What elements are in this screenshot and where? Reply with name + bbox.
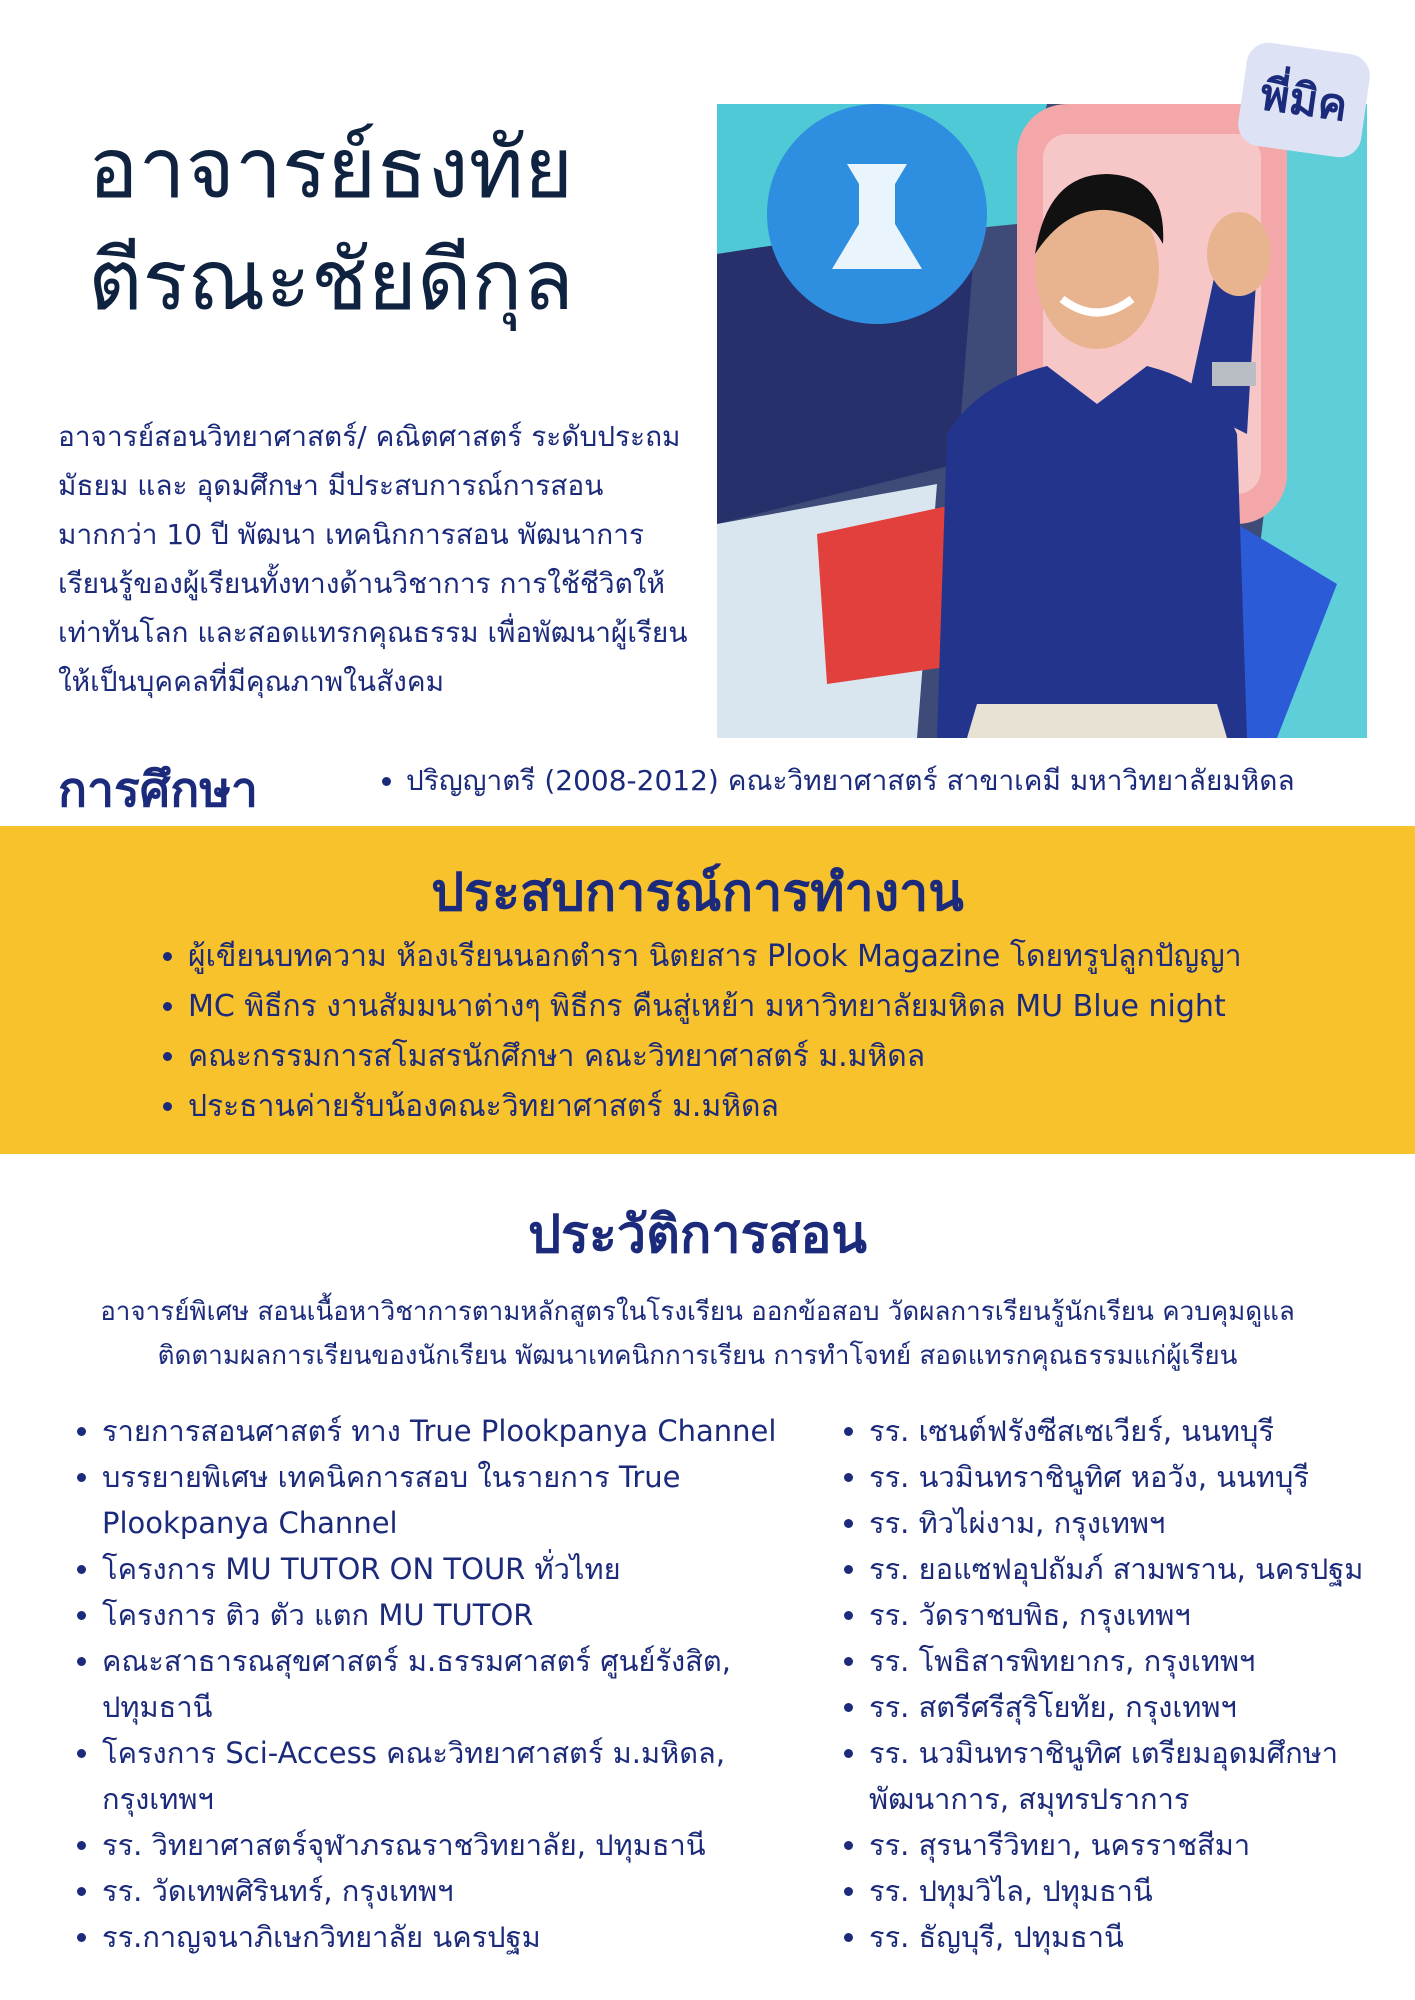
nickname-text: พี่มิค xyxy=(1257,69,1351,132)
intro-paragraph: อาจารย์สอนวิทยาศาสตร์/ คณิตศาสตร์ ระดับประถม มัธยม และ อุดมศึกษา มีประสบการณ์การสอนมากกว่า 10 ปี พัฒนา เทคนิกการสอน พัฒนาการเรียนรู้ของผู้เรียนทั้งทางด้านวิชาการ การใช้ชีวิตให้เท่าทันโลก และสอดแทรกคุณธรรม เพื่อพัฒนาผู้เรียนให้เป็นบุคคลที่มีคุณภาพในสังคม xyxy=(58,420,688,698)
education-item: • ปริญญาตรี (2008-2012) คณะวิทยาศาสตร์ สาขาเคมี มหาวิทยาลัยมหิดล xyxy=(406,761,1295,801)
education-heading: การศึกษา xyxy=(58,762,258,818)
teaching-item: • รร. วัดเทพศิรินทร์, กรุงเทพฯ xyxy=(102,1868,822,1914)
work-item: • คณะกรรมการสโมสรนักศึกษา คณะวิทยาศาสตร์ ม.มหิดล xyxy=(188,1032,1242,1082)
teaching-item: • รร.กาญจนาภิเษกวิทยาลัย นครปฐม xyxy=(102,1914,822,1960)
teaching-list-right xyxy=(833,1408,1415,1960)
teaching-item: • รร. เซนต์ฟรังซีสเซเวียร์, นนทบุรี xyxy=(869,1408,1415,1454)
teaching-list-left xyxy=(66,1408,822,1960)
education-list xyxy=(380,761,1295,801)
teaching-item: • โครงการ Sci-Access คณะวิทยาศาสตร์ ม.มหิดล, กรุงเทพฯ xyxy=(102,1730,822,1822)
work-item: • ผู้เขียนบทความ ห้องเรียนนอกตำรา นิตยสาร Plook Magazine โดยทรูปลูกปัญญา xyxy=(188,932,1242,982)
teaching-item: • โครงการ MU TUTOR ON TOUR ทั่วไทย xyxy=(102,1546,822,1592)
work-item: • ประธานค่ายรับน้องคณะวิทยาศาสตร์ ม.มหิดล xyxy=(188,1082,1242,1132)
teaching-item: • รร. นวมินทราชินูทิศ หอวัง, นนทบุรี xyxy=(869,1454,1415,1500)
teaching-item: • รร. สุรนารีวิทยา, นครราชสีมา xyxy=(869,1822,1415,1868)
teaching-item: • รร. โพธิสารพิทยากร, กรุงเทพฯ xyxy=(869,1638,1415,1684)
teaching-history-heading: ประวัติการสอน xyxy=(528,1205,867,1265)
teaching-item: • รร. ธัญบุรี, ปทุมธานี xyxy=(869,1914,1415,1960)
work-experience-list xyxy=(156,932,1242,1132)
nickname-badge xyxy=(1235,40,1372,160)
teaching-item: • รร. วิทยาศาสตร์จุฬาภรณราชวิทยาลัย, ปทุมธานี xyxy=(102,1822,822,1868)
teaching-item: • รร. นวมินทราชินูทิศ เตรียมอุดมศึกษาพัฒนาการ, สมุทรปราการ xyxy=(869,1730,1415,1822)
teaching-item: • รายการสอนศาสตร์ ทาง True Plookpanya Channel xyxy=(102,1408,822,1454)
work-item: • MC พิธีกร งานสัมมนาต่างๆ พิธีกร คืนสู่เหย้า มหาวิทยาลัยมหิดล MU Blue night xyxy=(188,982,1242,1032)
work-experience-heading: ประสบการณ์การทำงาน xyxy=(431,863,964,923)
teacher-name-line-2: ตีรณะชัยดีกุล xyxy=(88,231,574,329)
teacher-name-line-1: อาจารย์ธงทัย xyxy=(88,119,574,217)
teaching-item: • รร. สตรีศรีสุริโยทัย, กรุงเทพฯ xyxy=(869,1684,1415,1730)
teacher-photo xyxy=(717,104,1367,738)
teaching-item: • รร. วัดราชบพิธ, กรุงเทพฯ xyxy=(869,1592,1415,1638)
teaching-item: • รร. ยอแซฟอุปถัมภ์ สามพราน, นครปฐม xyxy=(869,1546,1415,1592)
teacher-name xyxy=(88,112,574,336)
work-experience-section xyxy=(0,826,1415,1154)
teaching-item: • รร. ปทุมวิไล, ปทุมธานี xyxy=(869,1868,1415,1914)
teaching-description: อาจารย์พิเศษ สอนเนื้อหาวิชาการตามหลักสูตรในโรงเรียน ออกข้อสอบ วัดผลการเรียนรู้นักเรียน ควบคุมดูแล ติดตามผลการเรียนของนักเรียน พัฒนาเทคนิกการเรียน การทำโจทย์ สอดแทรกคุณธรรมแก่ผู้เรียน xyxy=(100,1297,1295,1371)
teaching-item: • รร. ทิวไผ่งาม, กรุงเทพฯ xyxy=(869,1500,1415,1546)
teaching-item: • บรรยายพิเศษ เทคนิคการสอบ ในรายการ True Plookpanya Channel xyxy=(102,1454,822,1546)
teaching-item: • คณะสาธารณสุขศาสตร์ ม.ธรรมศาสตร์ ศูนย์รังสิต, ปทุมธานี xyxy=(102,1638,822,1730)
teacher-photo-illustration xyxy=(717,104,1367,738)
teaching-item: • โครงการ ติว ตัว แตก MU TUTOR xyxy=(102,1592,822,1638)
